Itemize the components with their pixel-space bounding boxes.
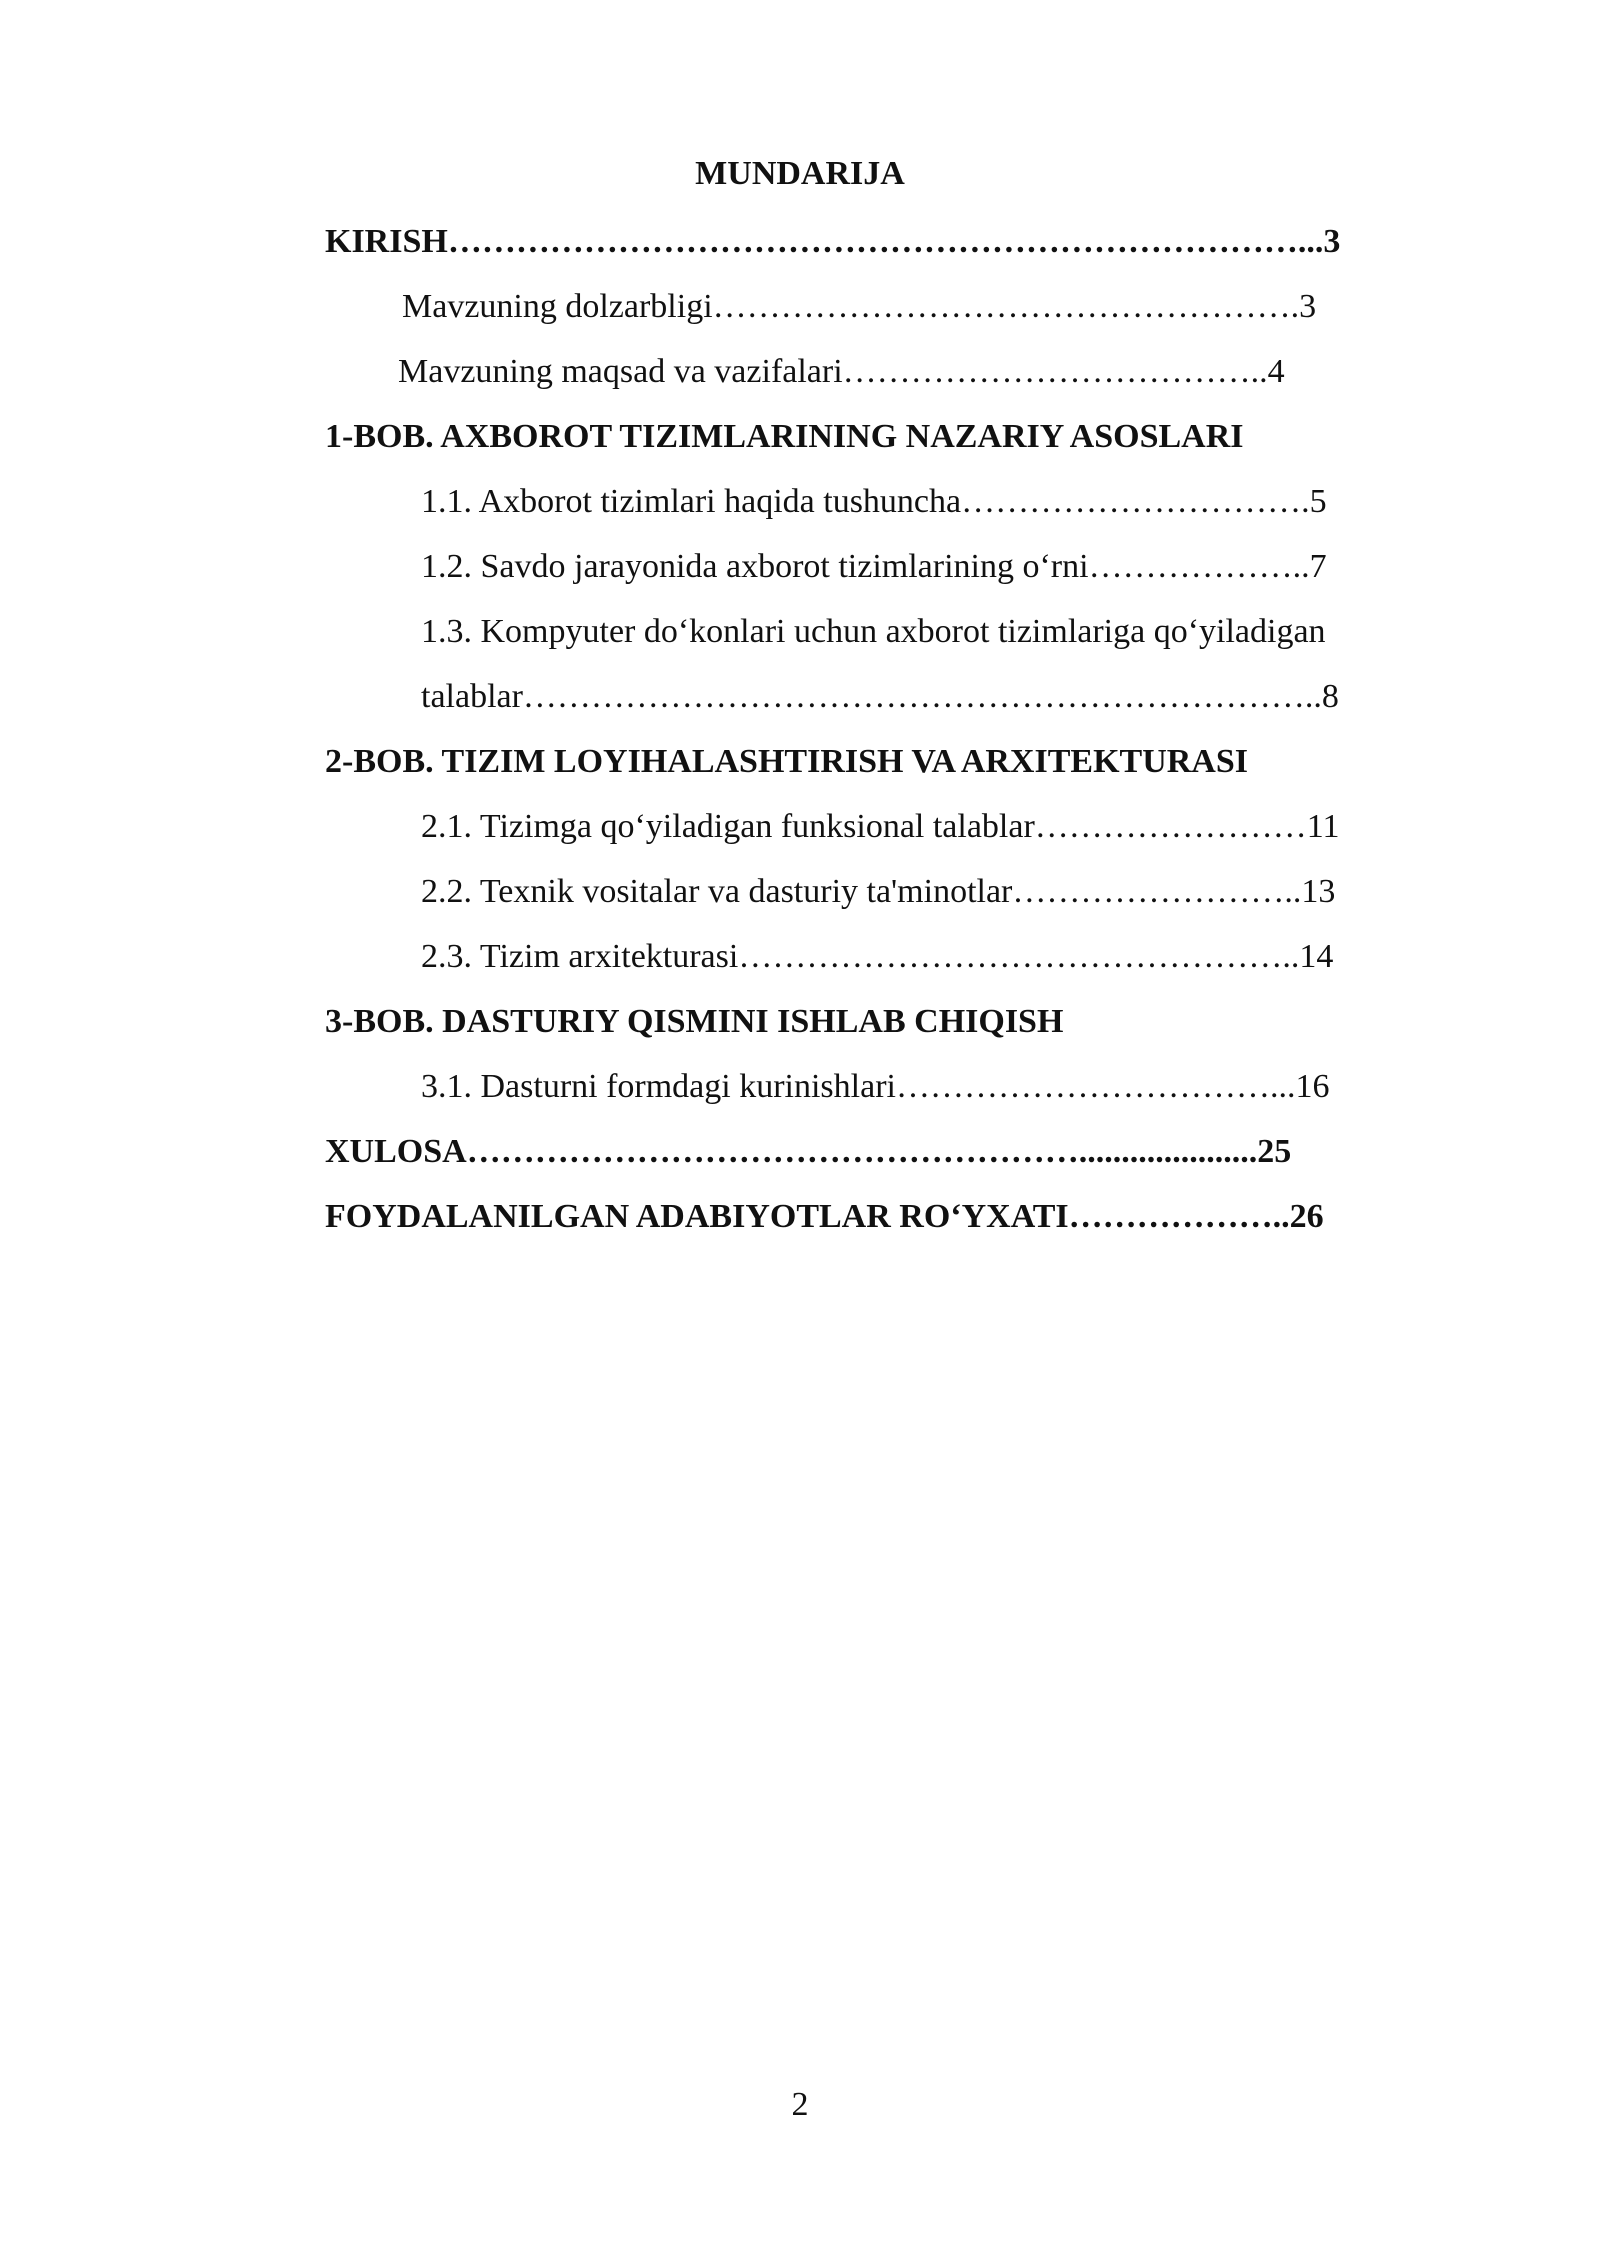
toc-entry-kirish: KIRISH…………………………………………………………………...3: [325, 223, 1341, 260]
toc-entry-chapter-1: 1-BOB. AXBOROT TIZIMLARINING NAZARIY ASOSLARI: [325, 418, 1244, 455]
toc-entry-1-2: 1.2. Savdo jarayonida axborot tizimlarining o‘rni………………..7: [421, 548, 1327, 585]
page-number: 2: [791, 2086, 809, 2123]
toc-entry-1-1: 1.1. Axborot tizimlari haqida tushuncha………………………….5: [421, 483, 1327, 520]
toc-entry-adabiyotlar: FOYDALANILGAN ADABIYOTLAR RO‘YXATI………………..26: [325, 1198, 1324, 1235]
toc-entry-chapter-2: 2-BOB. TIZIM LOYIHALASHTIRISH VA ARXITEKTURASI: [325, 743, 1248, 780]
toc-entry-chapter-3: 3-BOB. DASTURIY QISMINI ISHLAB CHIQISH: [325, 1003, 1064, 1040]
toc-entry-2-1: 2.1. Tizimga qo‘yiladigan funksional talablar……………………11: [421, 808, 1340, 845]
toc-entry-maqsad: Mavzuning maqsad va vazifalari………………………………..4: [398, 353, 1285, 390]
toc-entry-dolzarbligi: Mavzuning dolzarbligi…………………………………………….3: [402, 288, 1317, 325]
toc-entry-xulosa: XULOSA……………………………………………….....................25: [325, 1133, 1292, 1170]
toc-entry-1-3: 1.3. Kompyuter do‘konlari uchun axborot tizimlariga qo‘yiladigan: [421, 613, 1326, 650]
toc-entry-3-1: 3.1. Dasturni formdagi kurinishlari……………………………...16: [421, 1068, 1330, 1105]
toc-entry-2-2: 2.2. Texnik vositalar va dasturiy ta'minotlar……………………..13: [421, 873, 1336, 910]
toc-entry-2-3: 2.3. Tizim arxitekturasi…………………………………………..14: [421, 938, 1334, 975]
toc-entry-1-3-continued: talablar……………………………………………………………..8: [421, 678, 1339, 715]
toc-title: MUNDARIJA: [695, 155, 905, 192]
